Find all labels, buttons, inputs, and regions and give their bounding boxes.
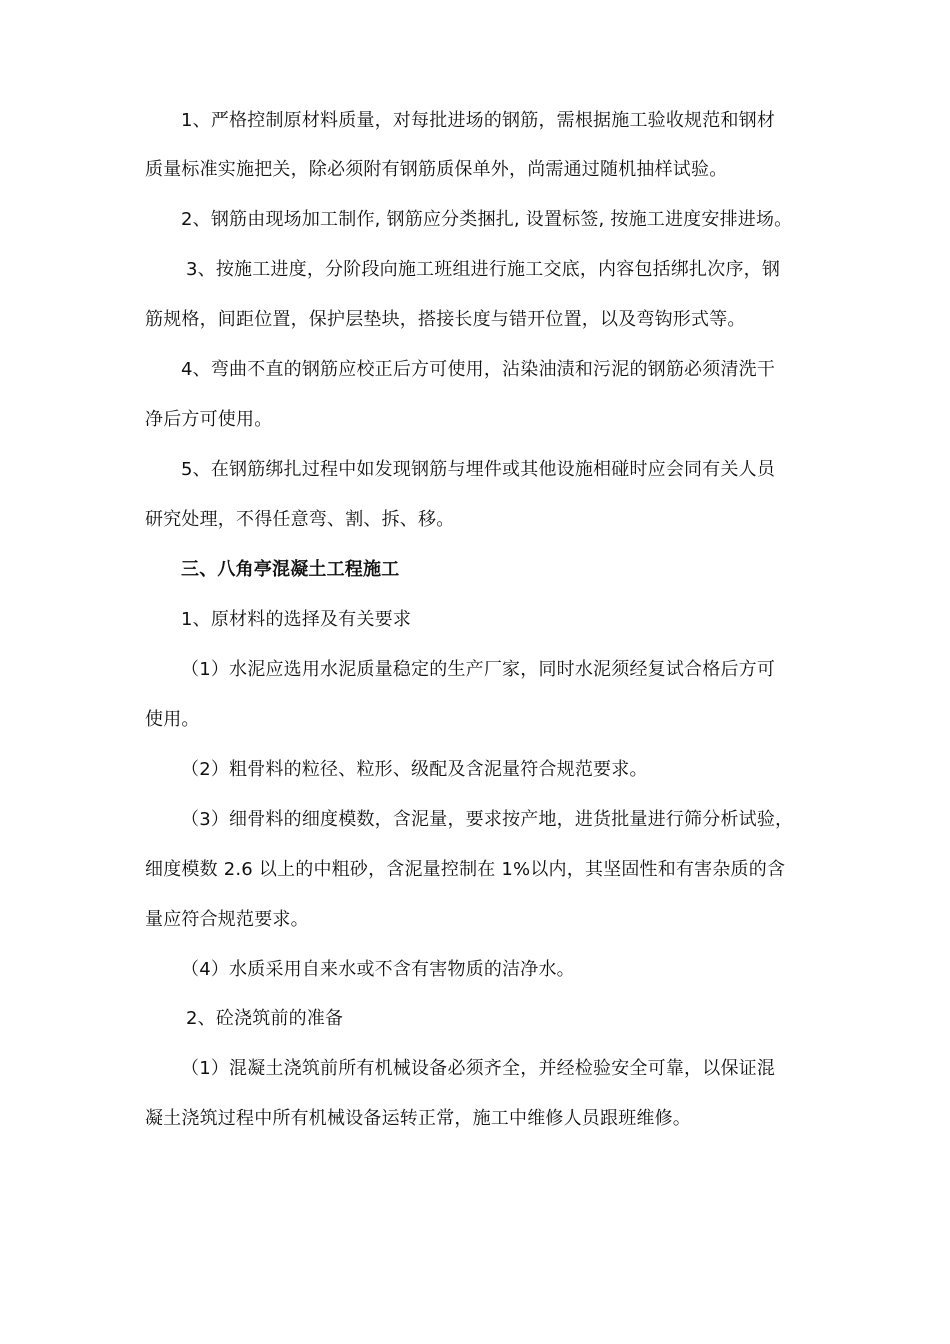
item-4-line-1: （4）水质采用自来水或不含有害物质的洁净水。: [181, 959, 575, 980]
paragraph-1-line-2: 质量标准实施把关，除必须附有钢筋质保单外，尚需通过随机抽样试验。: [145, 159, 728, 180]
section-heading: 三、八角亭混凝土工程施工: [181, 559, 400, 580]
item-3-line-2: 细度模数 2.6 以上的中粗砂，含泥量控制在 1%以内，其坚固性和有害杂质的含: [145, 859, 786, 880]
prep-item-1-line-1: （1）混凝土浇筑前所有机械设备必须齐全，并经检验安全可靠，以保证混: [181, 1058, 776, 1079]
item-3-line-3: 量应符合规范要求。: [145, 909, 309, 930]
item-3-line-1: （3）细骨料的细度模数，含泥量，要求按产地，进货批量进行筛分析试验，: [181, 809, 794, 830]
paragraph-3-line-2: 筋规格，间距位置，保护层垫块，搭接长度与错开位置，以及弯钩形式等。: [145, 309, 746, 330]
item-1-line-1: （1）水泥应选用水泥质量稳定的生产厂家，同时水泥须经复试合格后方可: [181, 659, 776, 680]
paragraph-4-line-2: 净后方可使用。: [145, 409, 273, 430]
paragraph-1-line-1: 1、严格控制原材料质量，对每批进场的钢筋，需根据施工验收规范和钢材: [181, 110, 776, 131]
item-1-line-2: 使用。: [145, 709, 200, 730]
subsection-heading-1: 1、原材料的选择及有关要求: [181, 609, 412, 630]
paragraph-5-line-1: 5、在钢筋绑扎过程中如发现钢筋与埋件或其他设施相碰时应会同有关人员: [181, 459, 776, 480]
prep-item-1-line-2: 凝土浇筑过程中所有机械设备运转正常，施工中维修人员跟班维修。: [145, 1108, 691, 1129]
paragraph-3-line-1: 3、按施工进度，分阶段向施工班组进行施工交底，内容包括绑扎次序，钢: [186, 259, 781, 280]
paragraph-4-line-1: 4、弯曲不直的钢筋应校正后方可使用，沾染油渍和污泥的钢筋必须清洗干: [181, 359, 776, 380]
paragraph-5-line-2: 研究处理，不得任意弯、割、拆、移。: [145, 509, 455, 530]
paragraph-2-line-1: 2、钢筋由现场加工制作, 钢筋应分类捆扎, 设置标签, 按施工进度安排进场。: [181, 209, 793, 230]
subsection-heading-2: 2、砼浇筑前的准备: [186, 1008, 344, 1029]
item-2-line-1: （2）粗骨料的粒径、粒形、级配及含泥量符合规范要求。: [181, 759, 648, 780]
